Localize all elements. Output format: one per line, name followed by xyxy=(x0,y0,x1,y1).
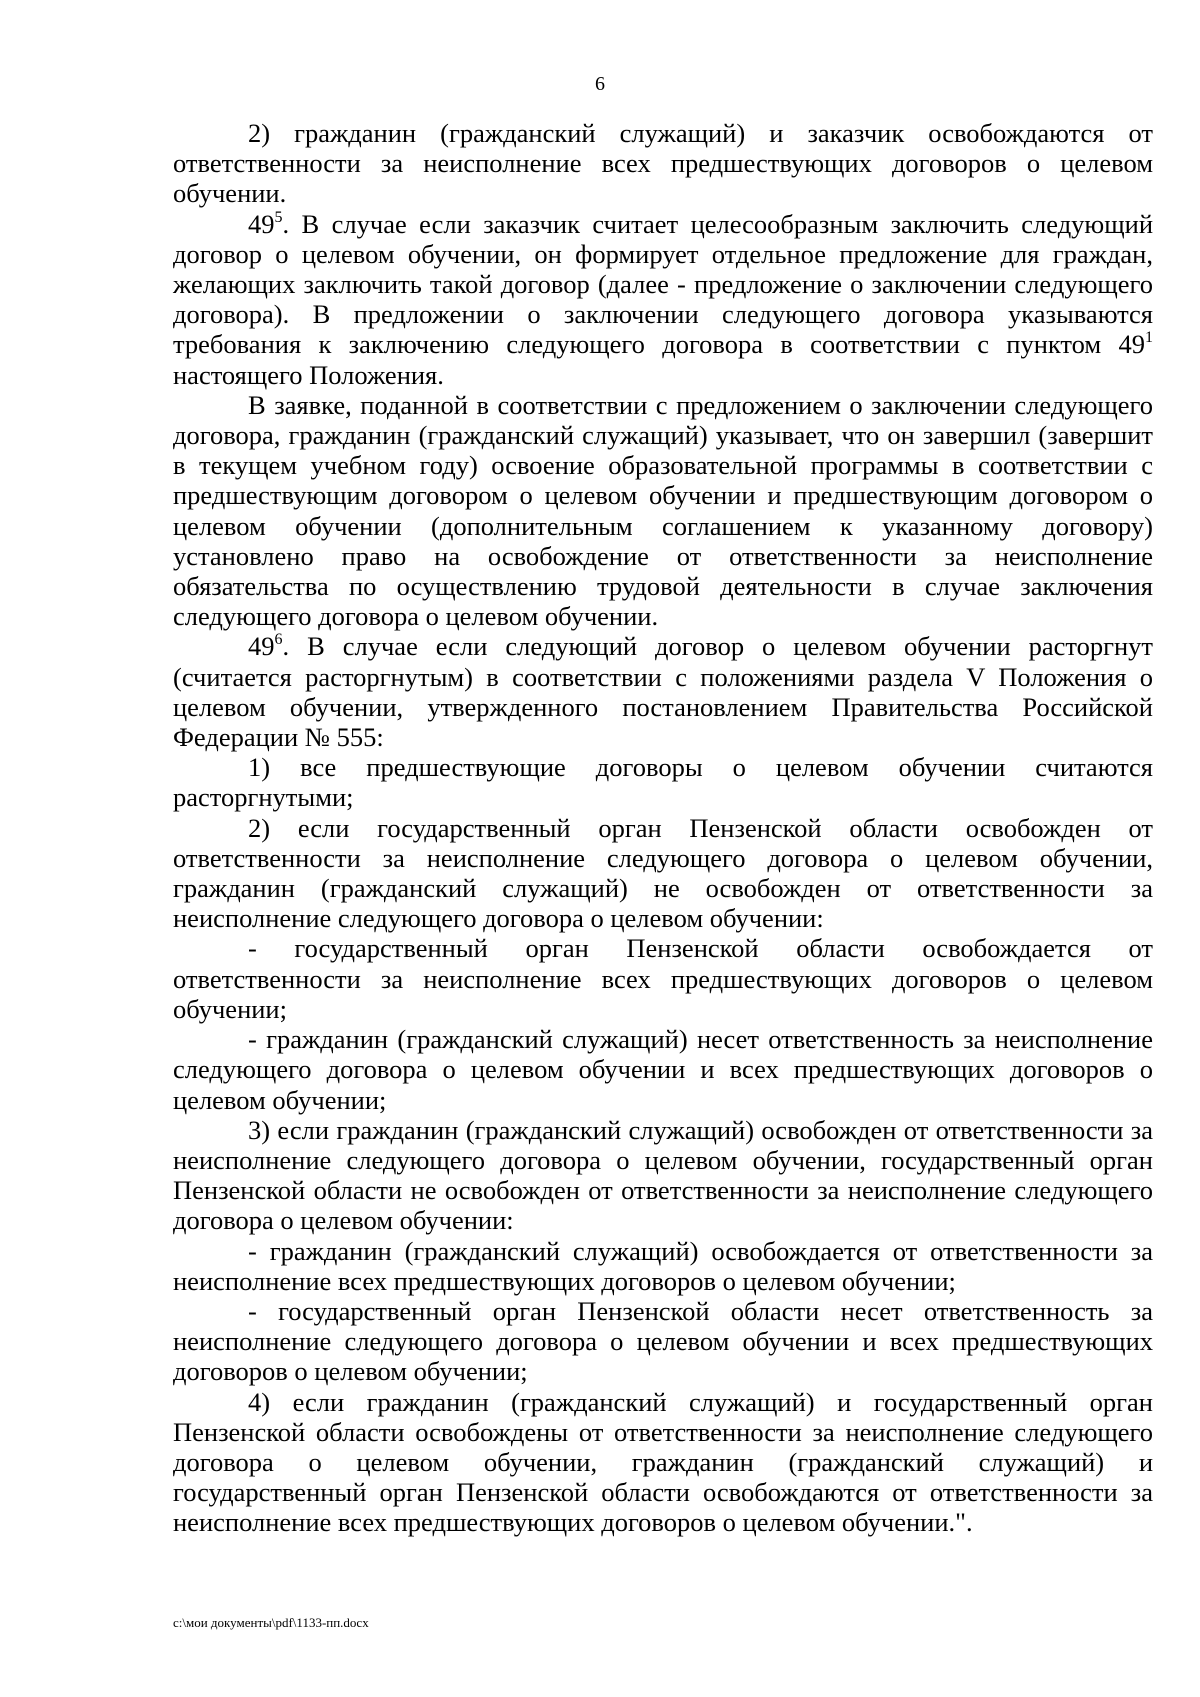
paragraph: 4) если гражданин (гражданский служащий) и государственный орган Пензенской области освобождены от ответственности за неисполнение следующего договора о целевом обучении, гражданин (гражданский служащий) и государственный орган Пензенской области освобождаются от ответственности за неисполнение всех предшествующих договоров о целевом обучении.". xyxy=(173,1386,1153,1538)
paragraph: 2) гражданин (гражданский служащий) и заказчик освобождаются от ответственности за неисполнение всех предшествующих договоров о целевом обучении. xyxy=(173,118,1153,209)
superscript: 6 xyxy=(274,631,283,649)
superscript: 5 xyxy=(274,208,283,226)
paragraph: В заявке, поданной в соответствии с предложением о заключении следующего договора, гражданин (гражданский служащий) указывает, что он завершил (завершит в текущем учебном году) освоение образовательной программы в соответствии с предшествующим договором о целевом обучении и предшествующим договором о целевом обучении (дополнительным соглашением к указанному договору) установлено право на освобождение от ответственности за неисполнение обязательства по осуществлению трудовой деятельности в случае заключения следующего договора о целевом обучении. xyxy=(173,389,1153,632)
paragraph: 3) если гражданин (гражданский служащий) освобожден от ответственности за неисполнение следующего договора о целевом обучении, государственный орган Пензенской области не освобожден от ответственности за неисполнение следующего договора о целевом обучении: xyxy=(173,1114,1153,1236)
footer-file-path: c:\мои документы\pdf\1133-пп.docx xyxy=(173,1615,369,1630)
paragraph: - государственный орган Пензенской области несет ответственность за неисполнение следующего договора о целевом обучении и всех предшествующих договоров о целевом обучении; xyxy=(173,1295,1153,1387)
paragraph: - государственный орган Пензенской области освобождается от ответственности за неисполнение всех предшествующих договоров о целевом обучении; xyxy=(173,933,1153,1024)
paragraph-49-5: $49^5$. В случае если заказчик считает целесообразным заключить следующий договор о целевом обучении, он формирует отдельное предложение для граждан, желающих заключить такой договор (далее - предложение о заключении следующего договора). В предложении о заключении следующего договора указываются требования к заключению следующего договора в соответствии с пунктом $49^1$ настоящего Положения. xyxy=(173,208,1153,390)
paragraph: - гражданин (гражданский служащий) несет ответственность за неисполнение следующего договора о целевом обучении и всех предшествующих договоров о целевом обучении; xyxy=(173,1024,1153,1115)
paragraph-49-6: $49^6$. В случае если следующий договор о целевом обучении расторгнут (считается расторгнутым) в соответствии с положениями раздела V Положения о целевом обучении, утвержденного постановлением Правительства Российской Федерации № 555: xyxy=(173,631,1153,753)
document-body xyxy=(173,118,1153,1538)
superscript: 1 xyxy=(1145,329,1153,347)
paragraph: - гражданин (гражданский служащий) освобождается от ответственности за неисполнение всех предшествующих договоров о целевом обучении; xyxy=(173,1235,1153,1296)
page-number: 6 xyxy=(595,73,605,95)
paragraph: 2) если государственный орган Пензенской области освобожден от ответственности за неисполнение следующего договора о целевом обучении, гражданин (гражданский служащий) не освобожден от ответственности за неисполнение следующего договора о целевом обучении: xyxy=(173,812,1153,934)
paragraph: 1) все предшествующие договоры о целевом обучении считаются расторгнутыми; xyxy=(173,752,1153,813)
